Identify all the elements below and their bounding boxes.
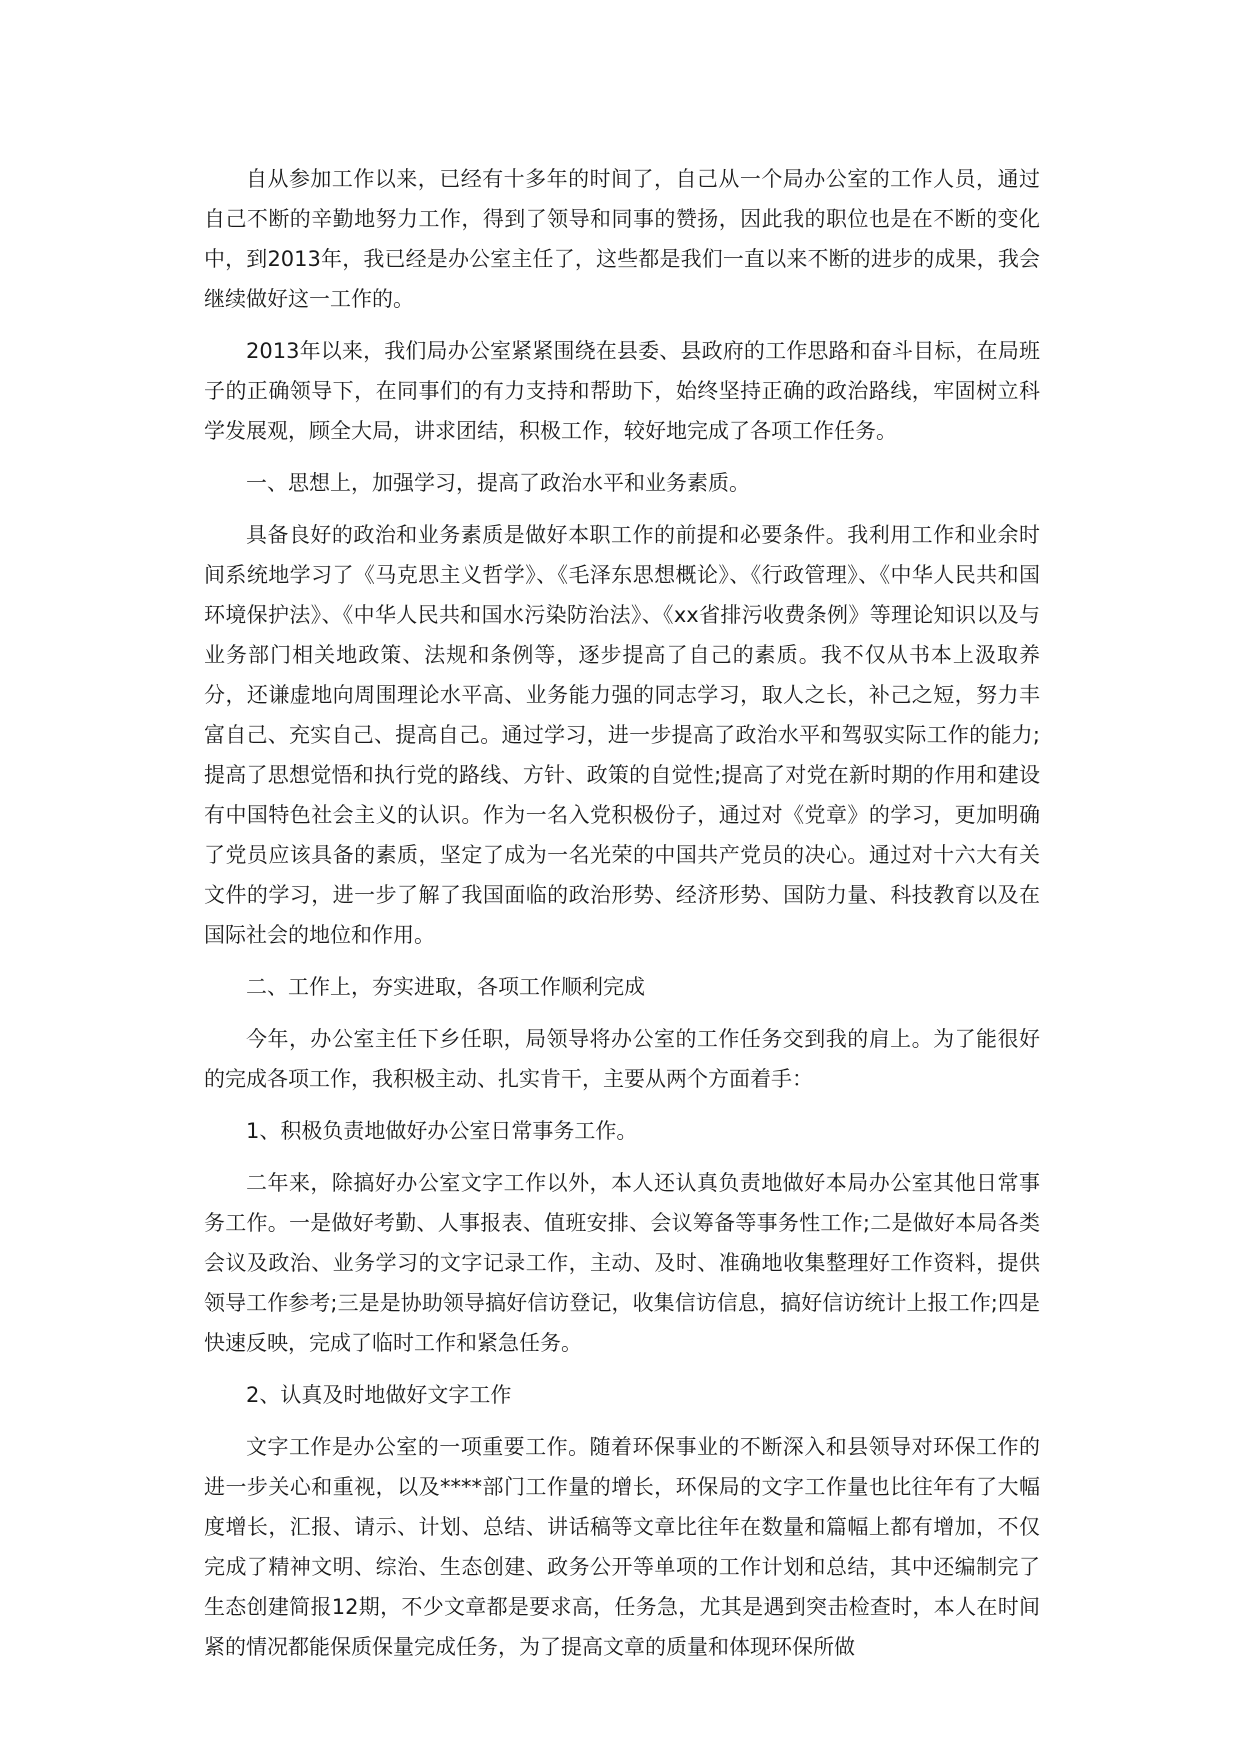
subheading-writing-work: 2、认真及时地做好文字工作: [246, 1383, 512, 1407]
section-heading-thought: 一、思想上，加强学习，提高了政治水平和业务素质。: [246, 471, 750, 495]
document-body: [204, 159, 1040, 1679]
paragraph-study: 具备良好的政治和业务素质是做好本职工作的前提和必要条件。我利用工作和业余时间系统地学习了《马克思主义哲学》、《毛泽东思想概论》、《行政管理》、《中华人民共和国环境保护法》、《中华人民共和国水污染防治法》、《xx省排污收费条例》等理论知识以及与业务部门相关地政策、法规和条例等，逐步提高了自己的素质。我不仅从书本上汲取养分，还谦虚地向周围理论水平高、业务能力强的同志学习，取人之长，补己之短，努力丰富自己、充实自己、提高自己。通过学习，进一步提高了政治水平和驾驭实际工作的能力;提高了思想觉悟和执行党的路线、方针、政策的自觉性;提高了对党在新时期的作用和建设有中国特色社会主义的认识。作为一名入党积极份子，通过对《党章》的学习，更加明确了党员应该具备的素质，坚定了成为一名光荣的中国共产党员的决心。通过对十六大有关文件的学习，进一步了解了我国面临的政治形势、经济形势、国防力量、科技教育以及在国际社会的地位和作用。: [204, 523, 1040, 947]
paragraph-overview: 2013年以来，我们局办公室紧紧围绕在县委、县政府的工作思路和奋斗目标，在局班子的正确领导下，在同事们的有力支持和帮助下，始终坚持正确的政治路线，牢固树立科学发展观，顾全大局，讲求团结，积极工作，较好地完成了各项工作任务。: [204, 339, 1040, 443]
section-heading-work: 二、工作上，夯实进取，各项工作顺利完成: [246, 975, 645, 999]
paragraph-daily-affairs: 二年来，除搞好办公室文字工作以外，本人还认真负责地做好本局办公室其他日常事务工作。一是做好考勤、人事报表、值班安排、会议筹备等事务性工作;二是做好本局各类会议及政治、业务学习的文字记录工作，主动、及时、准确地收集整理好工作资料，提供领导工作参考;三是是协助领导搞好信访登记，收集信访信息，搞好信访统计上报工作;四是快速反映，完成了临时工作和紧急任务。: [204, 1171, 1040, 1355]
paragraph-writing-work: 文字工作是办公室的一项重要工作。随着环保事业的不断深入和县领导对环保工作的进一步关心和重视，以及****部门工作量的增长，环保局的文字工作量也比往年有了大幅度增长，汇报、请示、计划、总结、讲话稿等文章比往年在数量和篇幅上都有增加，不仅完成了精神文明、综治、生态创建、政务公开等单项的工作计划和总结，其中还编制完了生态创建简报12期，不少文章都是要求高，任务急，尤其是遇到突击检查时，本人在时间紧的情况都能保质保量完成任务，为了提高文章的质量和体现环保所做: [204, 1435, 1040, 1659]
paragraph-intro: 自从参加工作以来，已经有十多年的时间了，自己从一个局办公室的工作人员，通过自己不断的辛勤地努力工作，得到了领导和同事的赞扬，因此我的职位也是在不断的变化中，到2013年，我已经是办公室主任了，这些都是我们一直以来不断的进步的成果，我会继续做好这一工作的。: [204, 167, 1040, 311]
paragraph-work-intro: 今年，办公室主任下乡任职，局领导将办公室的工作任务交到我的肩上。为了能很好的完成各项工作，我积极主动、扎实肯干，主要从两个方面着手：: [204, 1027, 1040, 1091]
subheading-daily-affairs: 1、积极负责地做好办公室日常事务工作。: [246, 1119, 638, 1143]
